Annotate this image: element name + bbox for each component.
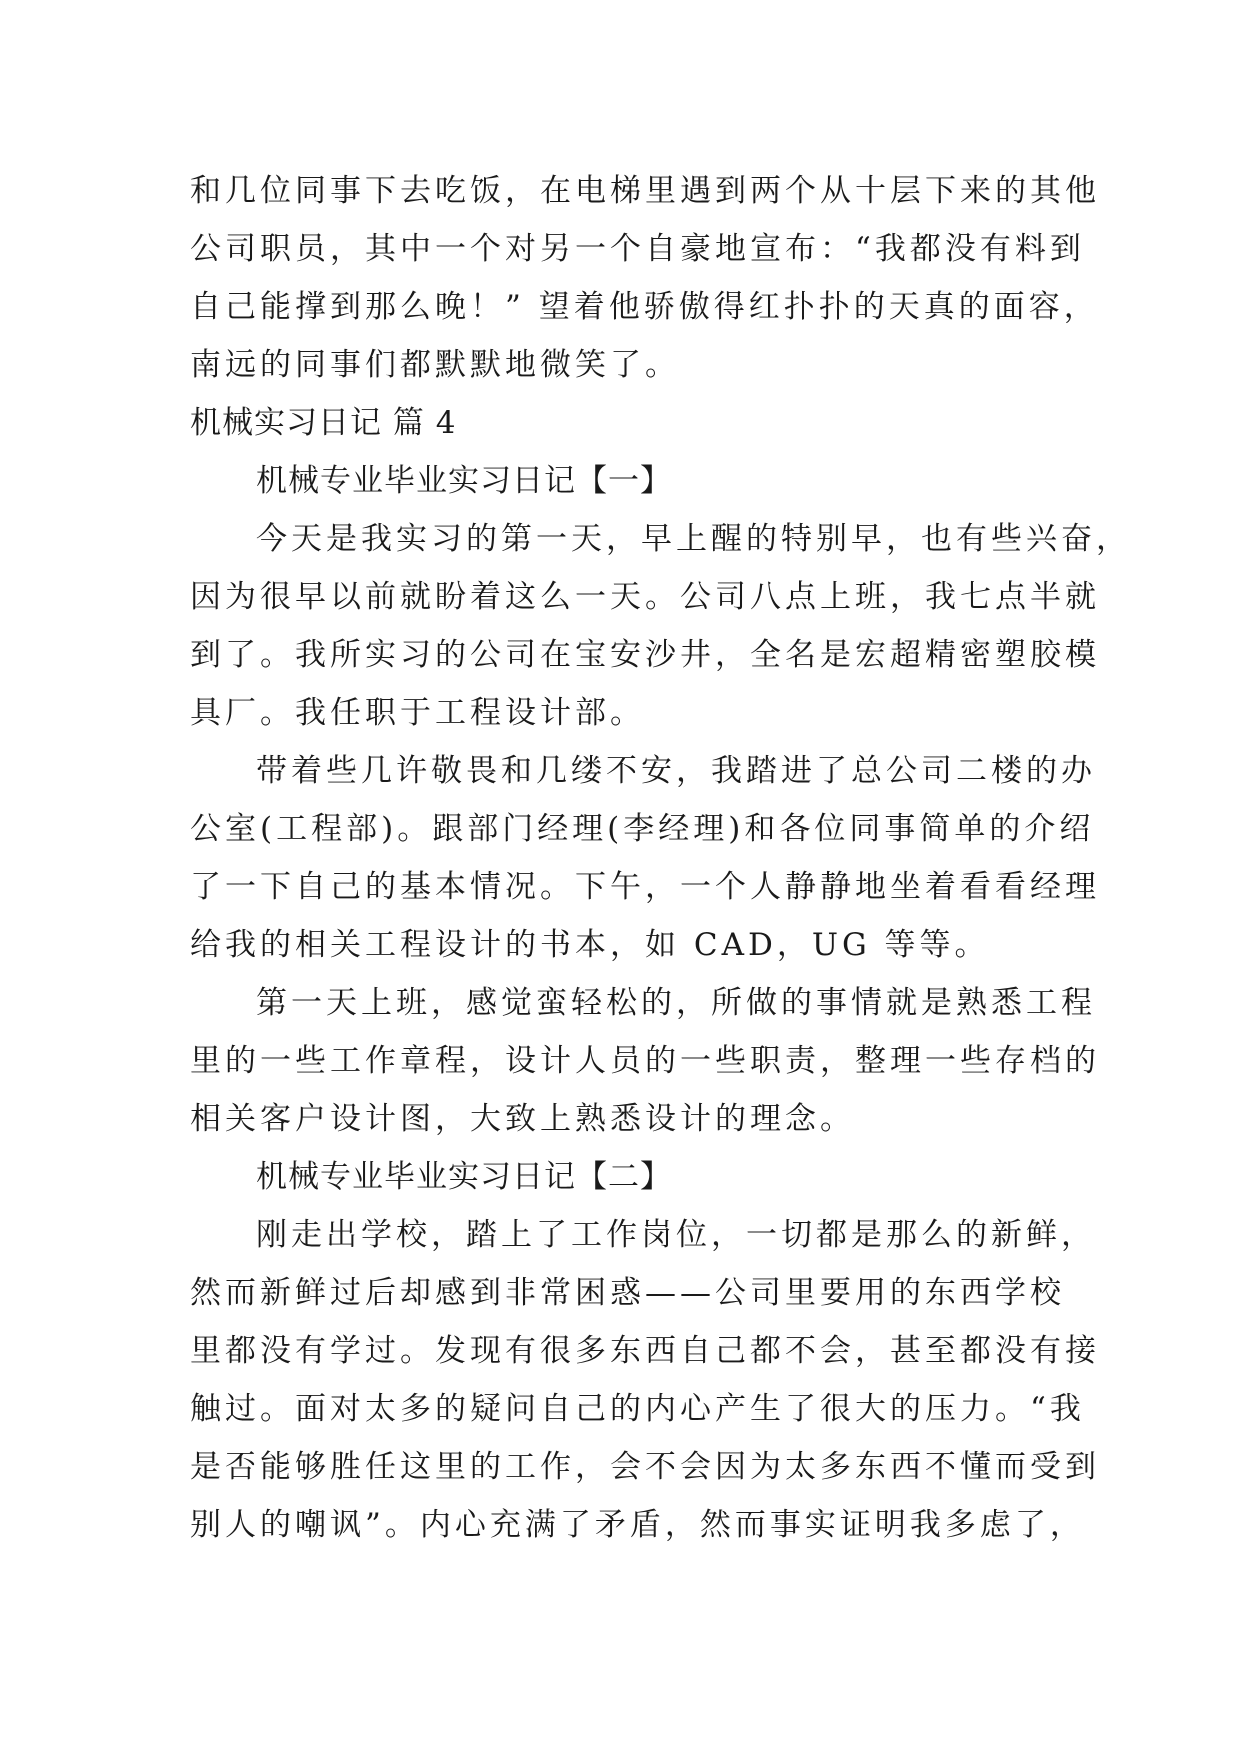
text-line: 南远的同事们都默默地微笑了。 <box>190 347 680 383</box>
paragraph-first-day <box>190 510 1131 742</box>
text-line: 是否能够胜任这里的工作，会不会因为太多东西不懂而受到 <box>190 1449 1100 1485</box>
subtitle-diary-one: 机械专业毕业实习日记【一】 <box>256 463 672 499</box>
paragraph-elevator-story <box>190 162 1100 394</box>
text-line: 了一下自己的基本情况。下午，一个人静静地坐着看看经理 <box>190 869 1100 905</box>
text-line: 给我的相关工程设计的书本，如 CAD，UG 等等。 <box>190 927 990 963</box>
paragraph-first-day-work <box>190 974 1100 1148</box>
text-line: 自己能撑到那么晚！” 望着他骄傲得红扑扑的天真的面容， <box>190 289 1099 325</box>
text-line: 公司职员，其中一个对另一个自豪地宣布：“我都没有料到 <box>190 231 1085 267</box>
text-line: 具厂。我任职于工程设计部。 <box>190 695 645 731</box>
text-line: 到了。我所实习的公司在宝安沙井，全名是宏超精密塑胶模 <box>190 637 1100 673</box>
text-line: 里都没有学过。发现有很多东西自己都不会，甚至都没有接 <box>190 1333 1100 1369</box>
text-line: 别人的嘲讽”。内心充满了矛盾，然而事实证明我多虑了， <box>190 1507 1085 1543</box>
text-line: 公室(工程部)。跟部门经理(李经理)和各位同事简单的介绍 <box>190 811 1095 847</box>
paragraph-office-intro <box>190 742 1100 974</box>
paragraph-new-job <box>190 1206 1100 1554</box>
text-line: 里的一些工作章程，设计人员的一些职责，整理一些存档的 <box>190 1043 1100 1079</box>
text-line: 因为很早以前就盼着这么一天。公司八点上班，我七点半就 <box>190 579 1100 615</box>
text-line: 相关客户设计图，大致上熟悉设计的理念。 <box>190 1101 855 1137</box>
document-page <box>190 162 1131 1554</box>
text-line: 触过。面对太多的疑问自己的内心产生了很大的压力。“我 <box>190 1391 1085 1427</box>
text-line: 今天是我实习的第一天，早上醒的特别早，也有些兴奋， <box>256 521 1131 557</box>
text-line: 然而新鲜过后却感到非常困惑——公司里要用的东西学校 <box>190 1275 1065 1311</box>
text-line: 刚走出学校，踏上了工作岗位，一切都是那么的新鲜， <box>256 1217 1096 1253</box>
subtitle-diary-two: 机械专业毕业实习日记【二】 <box>256 1159 672 1195</box>
section-title: 机械实习日记 篇 4 <box>190 405 457 441</box>
text-line: 带着些几许敬畏和几缕不安，我踏进了总公司二楼的办 <box>256 753 1096 789</box>
text-line: 和几位同事下去吃饭，在电梯里遇到两个从十层下来的其他 <box>190 173 1100 209</box>
text-line: 第一天上班，感觉蛮轻松的，所做的事情就是熟悉工程 <box>256 985 1096 1021</box>
